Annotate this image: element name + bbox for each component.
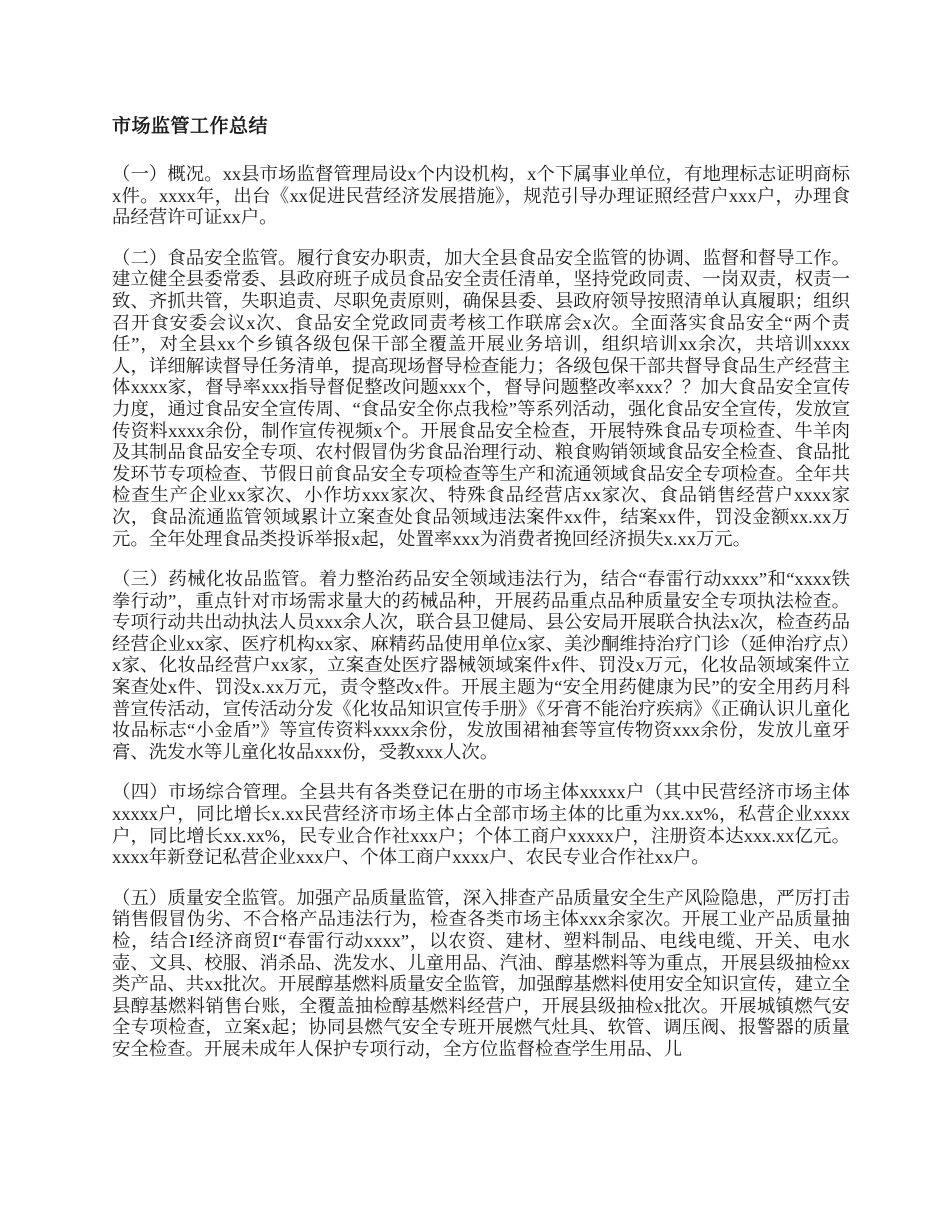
paragraph-food-safety-supervision: （二）食品安全监管。履行食安办职责，加大全县食品安全监管的协调、监督和督导工作。建立健全县委常委、县政府班子成员食品安全责任清单，坚持党政同责、一岗双责，权责一致、齐抓共管，失职追责、尽职免责原则，确保县委、县政府领导按照清单认真履职；组织召开食安委会议x次、食品安全党政同责考核工作联席会x次。全面落实食品安全“两个责任”，对全县xx个乡镇各级包保干部全覆盖开展业务培训，组织培训xx余次，共培训xxxx人，详细解读督导任务清单，提高现场督导检查能力；各级包保干部共督导食品生产经营主体xxxx家，督导率xxx指导督促整改问题xxx个，督导问题整改率xxx？？加大食品安全宣传力度，通过食品安全宣传周、“食品安全你点我检”等系列活动，强化食品安全宣传，发放宣传资料xxxx余份，制作宣传视频x个。开展食品安全检查，开展特殊食品专项检查、牛羊肉及其制品食品安全专项、农村假冒伪劣食品治理行动、粮食购销领域食品安全检查、食品批发环节专项检查、节假日前食品安全专项检查等生产和流通领域食品安全专项检查。全年共检查生产企业xx家次、小作坊xxx家次、特殊食品经营店xx家次、食品销售经营户xxxx家次，食品流通监管领域累计立案查处食品领域违法案件xx件，结案xx件，罚没金额xx.xx万元。全年处理食品类投诉举报x起，处置率xxx为消费者挽回经济损失x.xx万元。 — [112, 247, 850, 549]
paragraph-overview: （一）概况。xx县市场监督管理局设x个内设机构，x个下属事业单位，有地理标志证明商标x件。xxxx年，出台《xx促进民营经济发展措施》，规范引导办理证照经营户xxx户，办理食品经营许可证xx户。 — [112, 164, 850, 228]
paragraph-market-comprehensive-management: （四）市场综合管理。全县共有各类登记在册的市场主体xxxxx户（其中民营经济市场主体xxxxx户，同比增长x.xx民营经济市场主体占全部市场主体的比重为xx.xx%，私营企业xxxx户，同比增长xx.xx%，民专业合作社xxx户；个体工商户xxxxx户，注册资本达xxx.xx亿元。xxxx年新登记私营企业xxx户、个体工商户xxxx户、农民专业合作社xx户。 — [112, 782, 850, 868]
paragraph-quality-safety-supervision: （五）质量安全监管。加强产品质量监管，深入排查产品质量安全生产风险隐患，严厉打击销售假冒伪劣、不合格产品违法行为，检查各类市场主体xxx余家次。开展工业产品质量抽检，结合I经济商贸I“春雷行动xxxx”，以农资、建材、塑料制品、电线电缆、开关、电水壶、文具、校服、消杀品、洗发水、儿童用品、汽油、醇基燃料等为重点，开展县级抽检xx类产品、共xx批次。开展醇基燃料质量安全监管，加强醇基燃料使用安全知识宣传，建立全县醇基燃料销售台账，全覆盖抽检醇基燃料经营户，开展县级抽检x批次。开展城镇燃气安全专项检查，立案x起；协同县燃气安全专班开展燃气灶具、软管、调压阀、报警器的质量安全检查。开展未成年人保护专项行动，全方位监督检查学生用品、儿 — [112, 887, 850, 1059]
document-title: 市场监管工作总结 — [112, 115, 269, 137]
paragraph-pharma-cosmetics-supervision: （三）药械化妆品监管。着力整治药品安全领域违法行为，结合“春雷行动xxxx”和“xxxx铁拳行动”，重点针对市场需求量大的药械品种，开展药品重点品种质量安全专项执法检查。专项行动共出动执法人员xxx余人次，联合县卫健局、县公安局开展联合执法x次，检查药品经营企业xx家、医疗机构xx家、麻精药品使用单位x家、美沙酮维持治疗门诊（延伸治疗点）x家、化妆品经营户xx家，立案查处医疗器械领域案件x件、罚没x万元，化妆品领域案件立案查处x件、罚没x.xx万元，责令整改x件。开展主题为“安全用药健康为民”的安全用药月科普宣传活动，宣传活动分发《化妆品知识宣传手册》《牙膏不能治疗疾病》《正确认识儿童化妆品标志“小金盾”》等宣传资料xxxx余份，发放围裙袖套等宣传物资xxx余份，发放儿童牙膏、洗发水等儿童化妆品xxx份，受教xxx人次。 — [112, 569, 850, 762]
